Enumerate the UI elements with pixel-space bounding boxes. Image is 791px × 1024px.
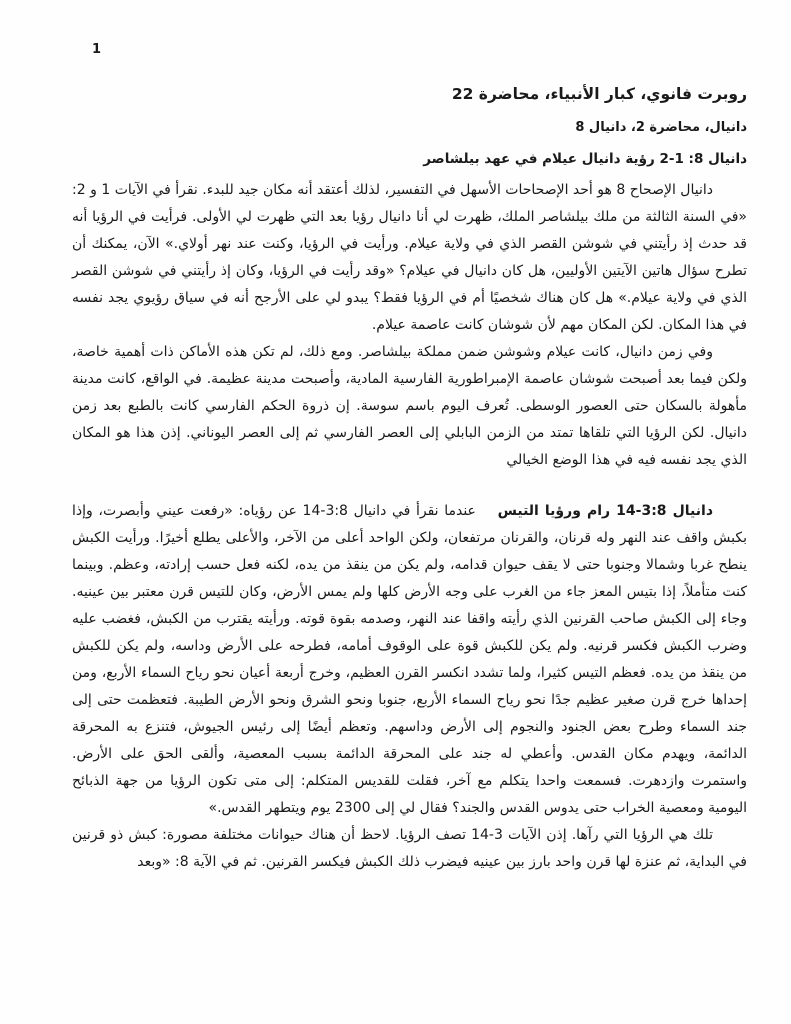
- document-content: [72, 84, 747, 876]
- paragraph-intro: دانيال الإصحاح 8 هو أحد الإصحاحات الأسهل في التفسير، لذلك أعتقد أنه مكان جيد للبدء. نقرأ في الآيات 1 و 2: «في السنة الثالثة من ملك بيلشاصر الملك، ظهرت لي أنا دانيال رؤيا بعد التي ظهرت لي الأولى. فرأيت في الرؤيا أنه قد حدث إذ رأيتني في شوشن القصر الذي في ولاية عيلام. ورأيت في الرؤيا، وكنت عند نهر أولاي.» الآن، يمكنك أن تطرح سؤال هاتين الآيتين الأوليين، هل كان دانيال في عيلام؟ «وقد رأيت في الرؤيا، وكان إذ رأيتني في شوشن القصر الذي في ولاية عيلام.» هل كان هناك شخصيًا أم في الرؤيا فقط؟ يبدو لي على الأرجح أنه في سياق رؤيوي يجد نفسه في هذا المكان. لكن المكان مهم لأن شوشان كانت عاصمة عيلام.: [72, 182, 747, 333]
- section-heading: دانيال 8: 1-2 رؤية دانيال عيلام في عهد بيلشاصر: [423, 151, 747, 167]
- paragraph-vision-text: عندما نقرأ في دانيال 3:8-14 عن رؤياه: «رفعت عيني وأبصرت، وإذا بكبش واقف عند النهر وله قرنان، والقرنان مرتفعان، ولكن الواحد أعلى من الآخر، والأعلى يطلع أخيرًا. ورأيت الكبش ينطح غربا وشمالا وجنوبا حتى لا يقف حيوان قدامه، ولم يكن من ينقذ من يده، لكنه فعل حسب إرادته، وعظم. وبينما كنت متأملاً، إذا بتيس المعز جاء من الغرب على وجه الأرض كلها ولم يمس الأرض، وكان للتيس قرن معتبر بين عينيه. وجاء إلى الكبش صاحب القرنين الذي رأيته واقفا عند النهر، وصدمه بقوة قوته. ورأيته يقترب من الكبش، فغضب عليه وضرب الكبش فكسر قرنيه. ولم يكن للكبش قوة على الوقوف أمامه، فطرحه على الأرض وداسه، ولم يكن للكبش من ينقذ من يده. فعظم التيس كثيرا، ولما تشدد انكسر القرن العظيم، وخرج أربعة أعيان نحو رياح السماء الأربع، ومن إحداها خرج قرن صغير عظيم جدًا نحو رياح السماء الأربع، جنوبا ونحو الشرق ونحو الأرض الطيبة. فتعظمت حتى إلى جند السماء وطرح بعض الجنود والنجوم إلى الأرض وداسهم. وتعظم أيضًا إلى رئيس الجيوش، فتنزع به المحرقة الدائمة، ويهدم مكان القدس. وأعطي له جند على المحرقة الدائمة بسبب المعصية، وألقى الحق على الأرض. واستمرت وازدهرت. فسمعت واحدا يتكلم مع آخر، فقلت للقديس المتكلم: إلى متى تكون الرؤيا من جهة الذبائح اليومية ومعصية الخراب حتى يدوس القدس والجند؟ فقال لي إلى 2300 يوم ويتطهر القدس.»: [72, 503, 747, 816]
- document-title: روبرت فانوي، كبار الأنبياء، محاضرة 22: [451, 85, 747, 103]
- page-number: 1: [92, 42, 102, 57]
- paragraph-context: وفي زمن دانيال، كانت عيلام وشوشن ضمن مملكة بيلشاصر. ومع ذلك، لم تكن هذه الأماكن ذات أهمية خاصة، ولكن فيما بعد أصبحت شوشان عاصمة الإمبراطورية الفارسية المادية، وأصبحت مدينة عظيمة. في الواقع، كانت مدينة مأهولة بالسكان حتى العصور الوسطى. تُعرف اليوم باسم سوسة. إن ذروة الحكم الفارسي كانت بالطبع بعد زمن دانيال. لكن الرؤيا التي تلقاها تمتد من الزمن البابلي إلى العصر الفارسي ثم إلى العصر اليوناني. إذن هذا هو المكان الذي يجد نفسه فيه في هذا الوضع الخيالي: [72, 344, 747, 468]
- document-subtitle: دانيال، محاضرة 2، دانيال 8: [575, 120, 747, 135]
- paragraph-summary: تلك هي الرؤيا التي رآها. إذن الآيات 3-14 تصف الرؤيا. لاحظ أن هناك حيوانات مختلفة مصورة: كبش ذو قرنين في البداية، ثم عنزة لها قرن واحد بارز بين عينيه فيضرب ذلك الكبش فيكسر القرنين. ثم في الآية 8: «وبعد: [72, 827, 747, 870]
- inline-section-heading: دانيال 3:8-14 رام ورؤيا التيس: [497, 503, 713, 519]
- paragraph-vision: [72, 498, 747, 822]
